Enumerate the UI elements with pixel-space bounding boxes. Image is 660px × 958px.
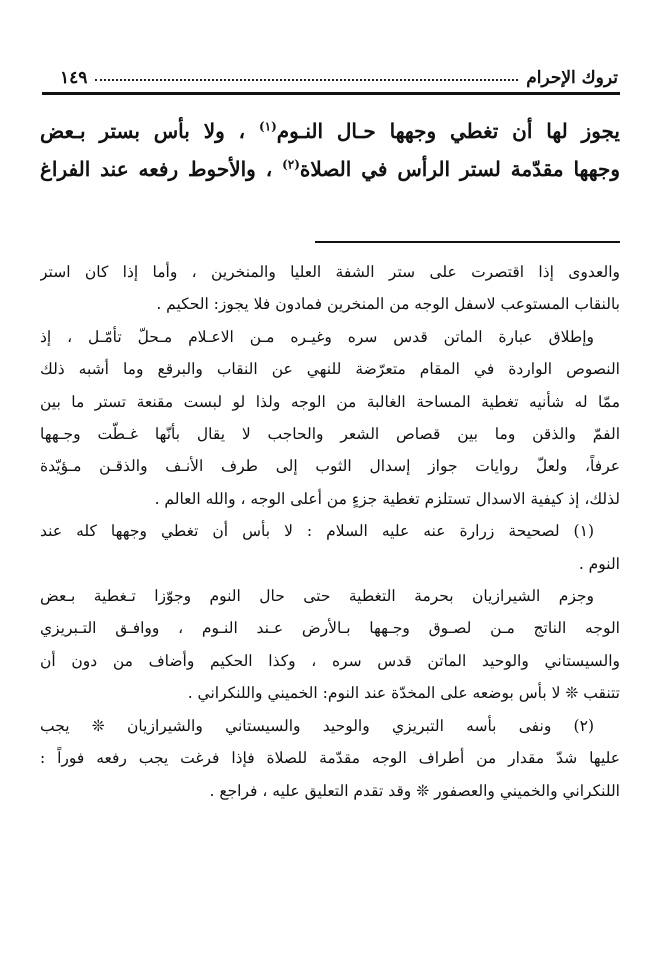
main-text-segment: وجهها مقدّمة لستر الرأس في الصلاة	[299, 157, 620, 181]
footnote-marker-2: (٢)	[282, 157, 300, 172]
main-text-segment: ، ولا بأس بستر بـعض	[40, 119, 246, 143]
main-text-segment: يجوز لها أن تغطي وجهها حـال النـوم	[276, 119, 620, 143]
footnote-line: وإطلاق عبارة الماتن قدس سره وغيـره مـن الاعـلام مـحلّ تأمّـل ، إذ	[40, 327, 594, 346]
footnote-2: (٢) ونفى بأسه التبريزي والوحيد والسيستاني والشيرازيان ❊ يجب	[40, 716, 594, 735]
footnote-line: النوم .	[578, 554, 620, 573]
footnote-line: والعدوى إذا اقتصرت على ستر الشفة العليا والمنخرين ، وأما إذا كان استر	[40, 263, 620, 281]
footnote-line: عرفاً، ولعلّ روايات جواز إسدال الثوب إلى طرف الأنـف والذقـن مـؤيّدة	[40, 457, 620, 476]
footnote-line: وجزم الشيرازيان بحرمة التغطية حتى حال النوم وجوّزا تـغطية بـعض	[40, 587, 594, 606]
header-rule	[42, 92, 620, 95]
main-line-1	[40, 112, 620, 150]
footnote-line: بالنقاب المستوعب لاسفل الوجه من المنخرين فمادون فلا يجوز: الحكيم .	[156, 295, 620, 314]
footnote-line: الوجه الناتج مـن لصـوق وجـهها بـالأرض عـند النـوم ، ووافـق التـبريزي	[40, 619, 620, 638]
footnote-line: ممّا له شأنيه تغطية المساحة الغالبة من الوجه ولذا لو لبست مقنعة تستر ما بين	[40, 392, 620, 411]
main-text	[40, 112, 620, 188]
footnote-1: (١) لصحيحة زرارة عنه عليه السلام : لا بأس أن تغطي وجهها كله عند	[40, 522, 594, 541]
main-text-segment: ، والأحوط رفعه عند الفراغ	[40, 157, 273, 181]
footnote-line: الفمّ والذقن وما بين قصاص الشعر والحاجب لا يقال بأنّها غـطّت وجـهها	[40, 425, 620, 444]
running-header	[60, 58, 618, 88]
footnote-marker-1: (١)	[258, 119, 277, 134]
chapter-title: تروك الإحرام	[526, 68, 618, 88]
dotted-leader	[95, 79, 518, 81]
footnote-line: عليها شدّ مقدار من أطراف الوجه مقدّمة للصلاة فإذا فرغت يجب رفعه فوراً :	[40, 749, 620, 768]
footnote-line: تتنقب ❊ لا بأس بوضعه على المخدّة عند النوم: الخميني واللنكراني .	[187, 684, 620, 703]
footnote-separator	[315, 241, 620, 243]
footnote-line: لذلك، إذ كيفية الاسدال تستلزم تغطية جزءٍ من أعلى الوجه ، والله العالم .	[154, 489, 620, 508]
page-number: ١٤٩	[60, 68, 88, 88]
footnote-line: النصوص الواردة في المقام متعرّضة للنهي عن النقاب والبرقع وما أشبه ذلك	[40, 360, 620, 379]
footnotes	[40, 256, 620, 807]
footnote-line: اللنكراني والخميني والعصفور ❊ وقد تقدم التعليق عليه ، فراجع .	[209, 781, 620, 800]
main-line-2	[40, 150, 620, 188]
footnote-line: والسيستاني والوحيد الماتن قدس سره ، وكذا الحكيم وأضاف من دون أن	[40, 651, 620, 670]
